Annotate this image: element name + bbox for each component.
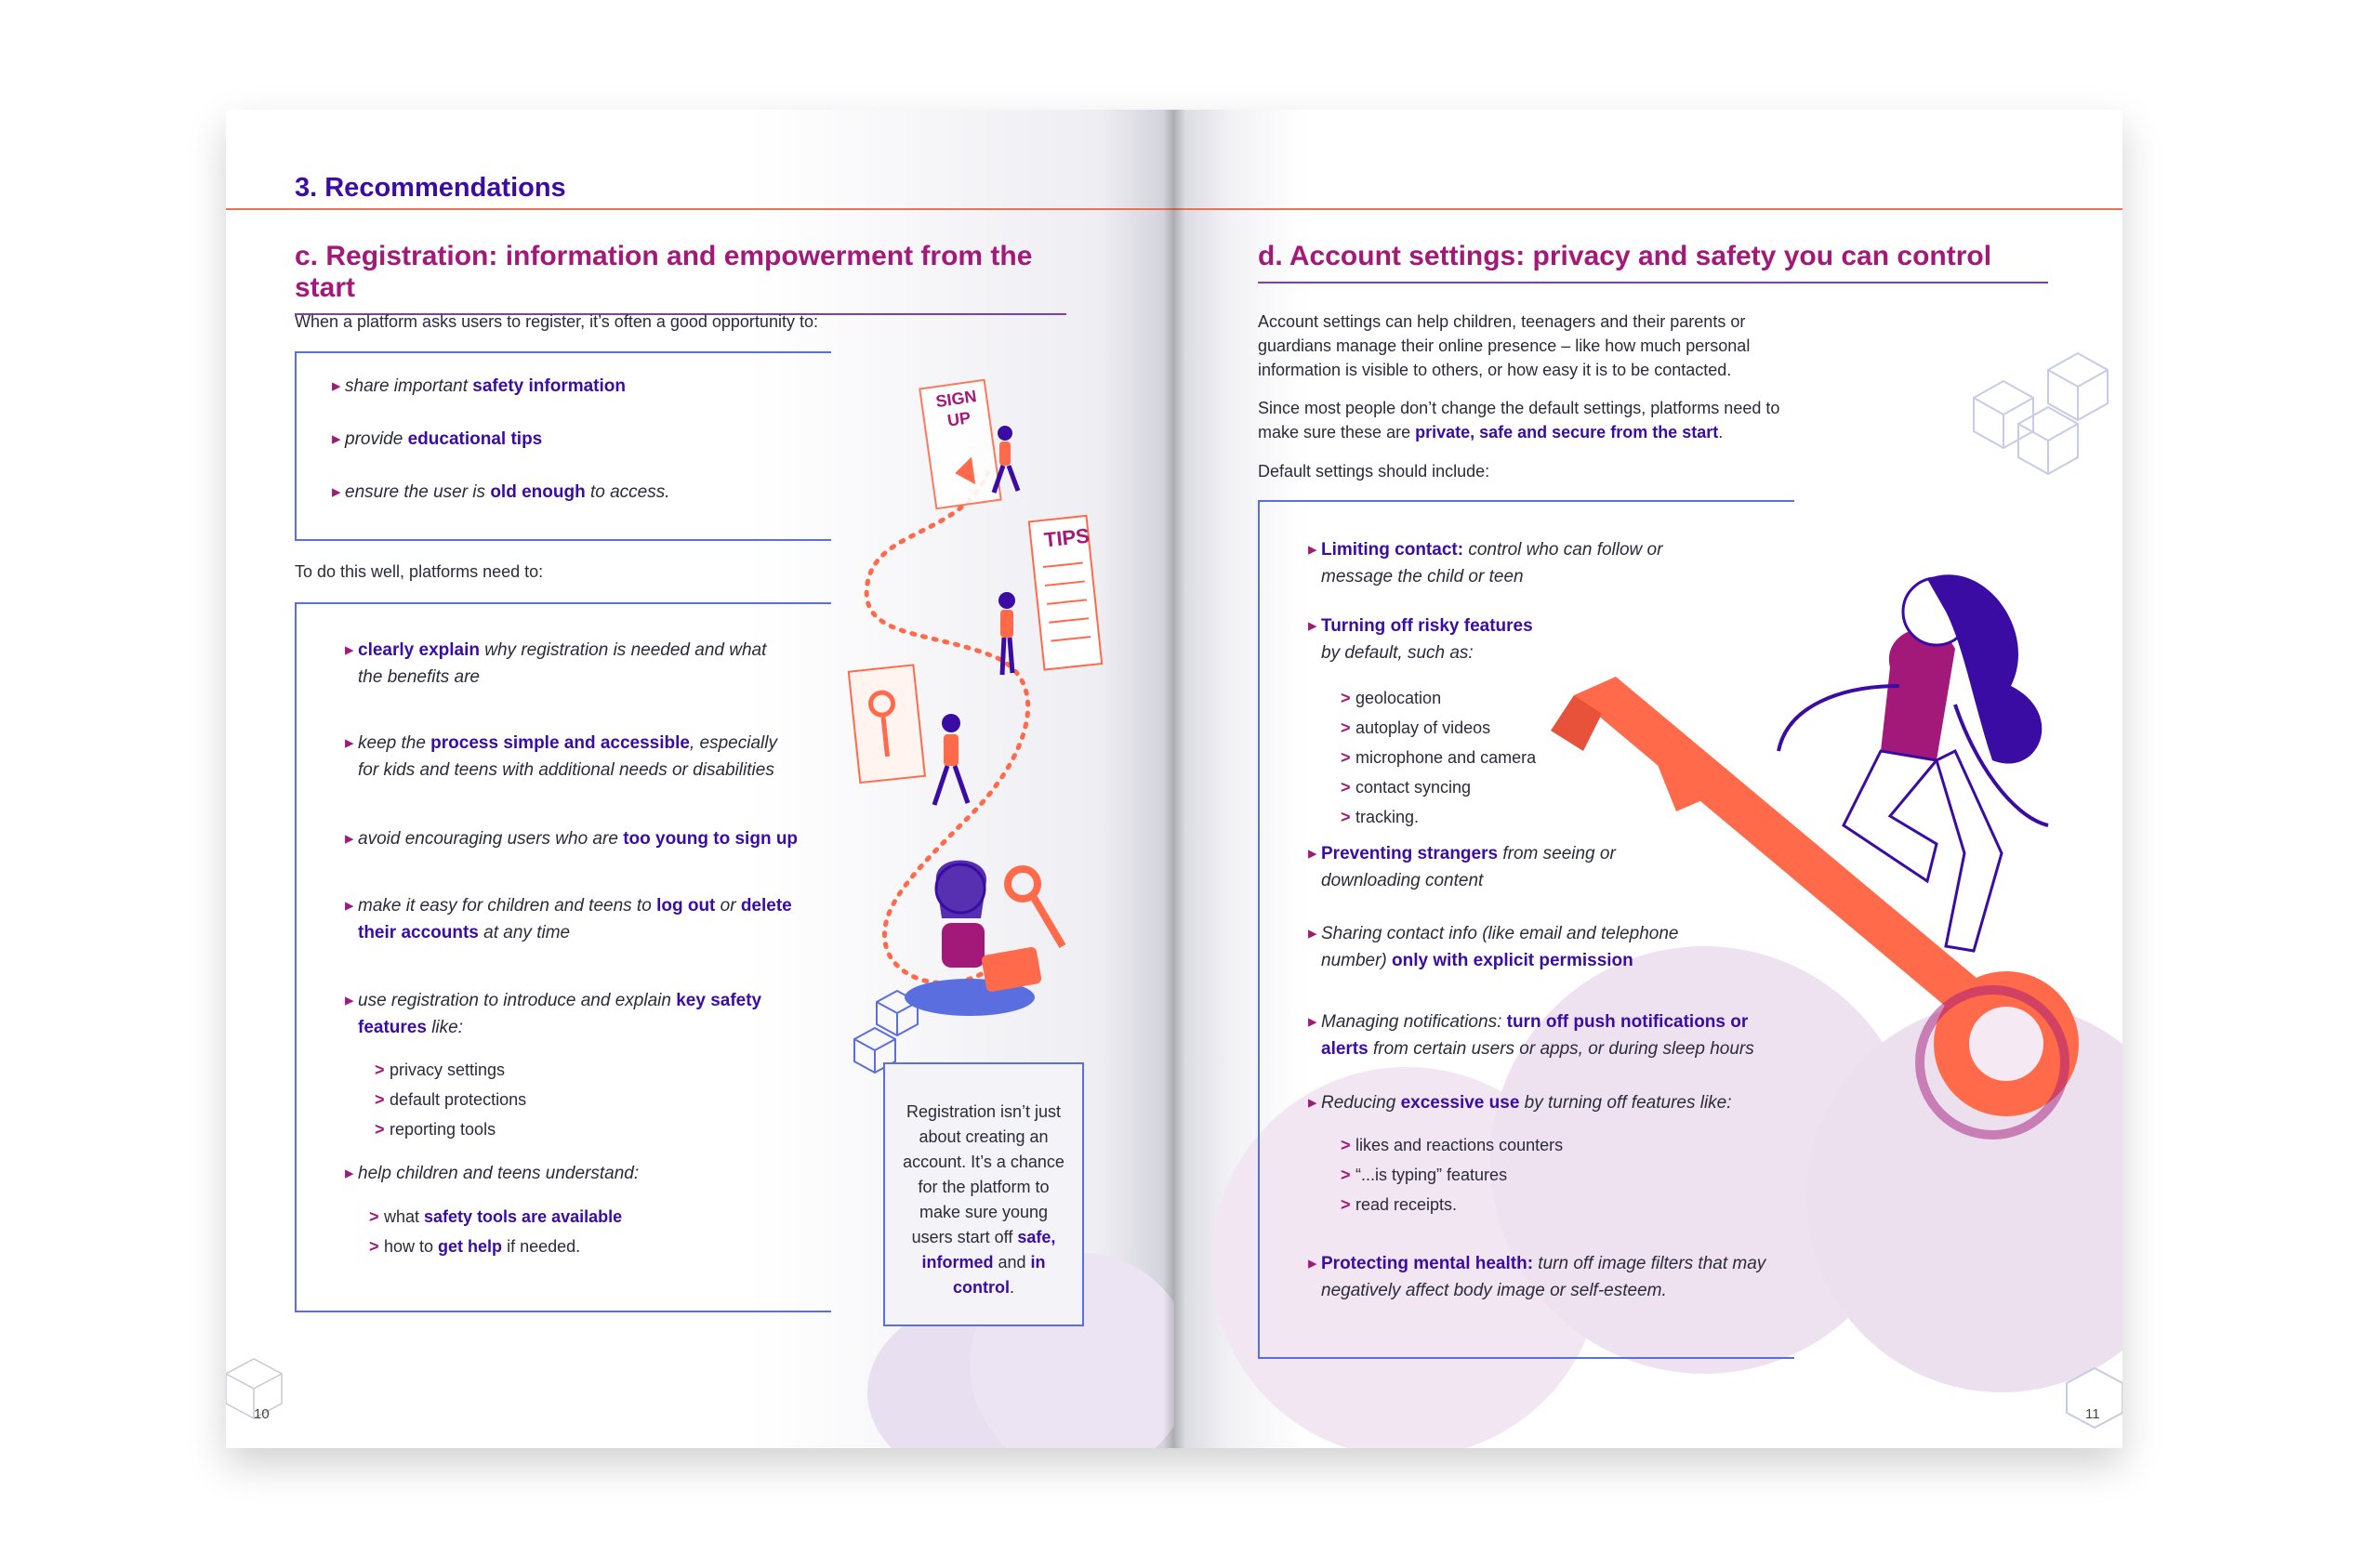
right-page bbox=[1174, 110, 2122, 1448]
sub-item: > contact syncing bbox=[1355, 775, 1471, 799]
account-settings-subtitle: d. Account settings: privacy and safety you can control bbox=[1258, 241, 2048, 283]
sub-item: > autoplay of videos bbox=[1355, 716, 1490, 740]
include-intro: Default settings should include: bbox=[1258, 462, 1490, 481]
tips-label: TIPS bbox=[1042, 523, 1091, 552]
registration-callout: Registration isn’t just about creating an account. It’s a chance for the platform to make sure young users start off safe, informed and in control. bbox=[883, 1062, 1084, 1326]
sub-item: > “...is typing” features bbox=[1355, 1163, 1507, 1187]
list-item: ▸ Reducing excessive use by turning off features like: bbox=[1321, 1089, 1805, 1116]
list-item: ▸ Protecting mental health: turn off image filters that may negatively affect body image or self-esteem. bbox=[1321, 1250, 1805, 1304]
sub-item: > geolocation bbox=[1355, 686, 1441, 710]
section-title: 3. Recommendations bbox=[295, 173, 566, 203]
list-item: ▸ Preventing strangers from seeing or downloading content bbox=[1321, 840, 1730, 894]
list-item: ▸ avoid encouraging users who are too young to sign up bbox=[358, 825, 841, 852]
list-item: ▸ Managing notifications: turn off push notifications or alerts from certain users or apps, or during sleep hours bbox=[1321, 1008, 1805, 1062]
default-settings-note: Since most people don’t change the default settings, platforms need to make sure these are private, safe and secure from the start. bbox=[1258, 399, 1780, 441]
list-item: ▸ share important safety information bbox=[345, 373, 626, 400]
list-item: ▸ Sharing contact info (like email and telephone number) only with explicit permission bbox=[1321, 920, 1786, 974]
registration-subtitle: c. Registration: information and empowerment from the start bbox=[295, 241, 1066, 315]
sub-item: > default protections bbox=[390, 1087, 526, 1112]
list-item: ▸ make it easy for children and teens to log out or delete their accounts at any time bbox=[358, 892, 841, 946]
list-item: ▸ keep the process simple and accessible, especially for kids and teens with additional needs or disabilities bbox=[358, 730, 841, 784]
page-number: 10 bbox=[254, 1406, 270, 1422]
sub-item: > tracking. bbox=[1355, 805, 1419, 829]
list-item: ▸ Turning off risky features by default, such as: bbox=[1321, 613, 1730, 666]
spine-shadow bbox=[1163, 110, 1185, 1448]
list-item: ▸ provide educational tips bbox=[345, 426, 542, 453]
account-settings-illustration bbox=[1174, 110, 2122, 1448]
sub-item: > likes and reactions counters bbox=[1355, 1133, 1563, 1157]
sub-item: > privacy settings bbox=[390, 1058, 505, 1082]
sub-item: > read receipts. bbox=[1355, 1193, 1457, 1217]
needs-intro: To do this well, platforms need to: bbox=[295, 562, 544, 581]
list-item: ▸ ensure the user is old enough to access. bbox=[345, 479, 670, 506]
sub-item: > what safety tools are available bbox=[384, 1205, 622, 1229]
sub-item: > reporting tools bbox=[390, 1117, 496, 1141]
account-settings-intro: Account settings can help children, teenagers and their parents or guardians manage their online presence – like how much personal information is visible to others, or how easy it is to be contacted. bbox=[1258, 312, 1751, 379]
sub-item: > how to get help if needed. bbox=[384, 1234, 580, 1258]
registration-intro: When a platform asks users to register, it’s often a good opportunity to: bbox=[295, 312, 818, 331]
list-item: ▸ clearly explain why registration is needed and what the benefits are bbox=[358, 637, 823, 691]
sub-item: > microphone and camera bbox=[1355, 745, 1536, 770]
signup-label: SIGN UP bbox=[934, 387, 978, 430]
list-item: ▸ Limiting contact: control who can follow or message the child or teen bbox=[1321, 536, 1730, 590]
list-item: ▸ help children and teens understand: bbox=[358, 1160, 841, 1187]
page-number: 11 bbox=[2085, 1406, 2100, 1422]
list-item: ▸ use registration to introduce and explain key safety features like: bbox=[358, 987, 841, 1041]
left-page bbox=[226, 110, 1174, 1448]
booklet-spread bbox=[226, 110, 2122, 1448]
